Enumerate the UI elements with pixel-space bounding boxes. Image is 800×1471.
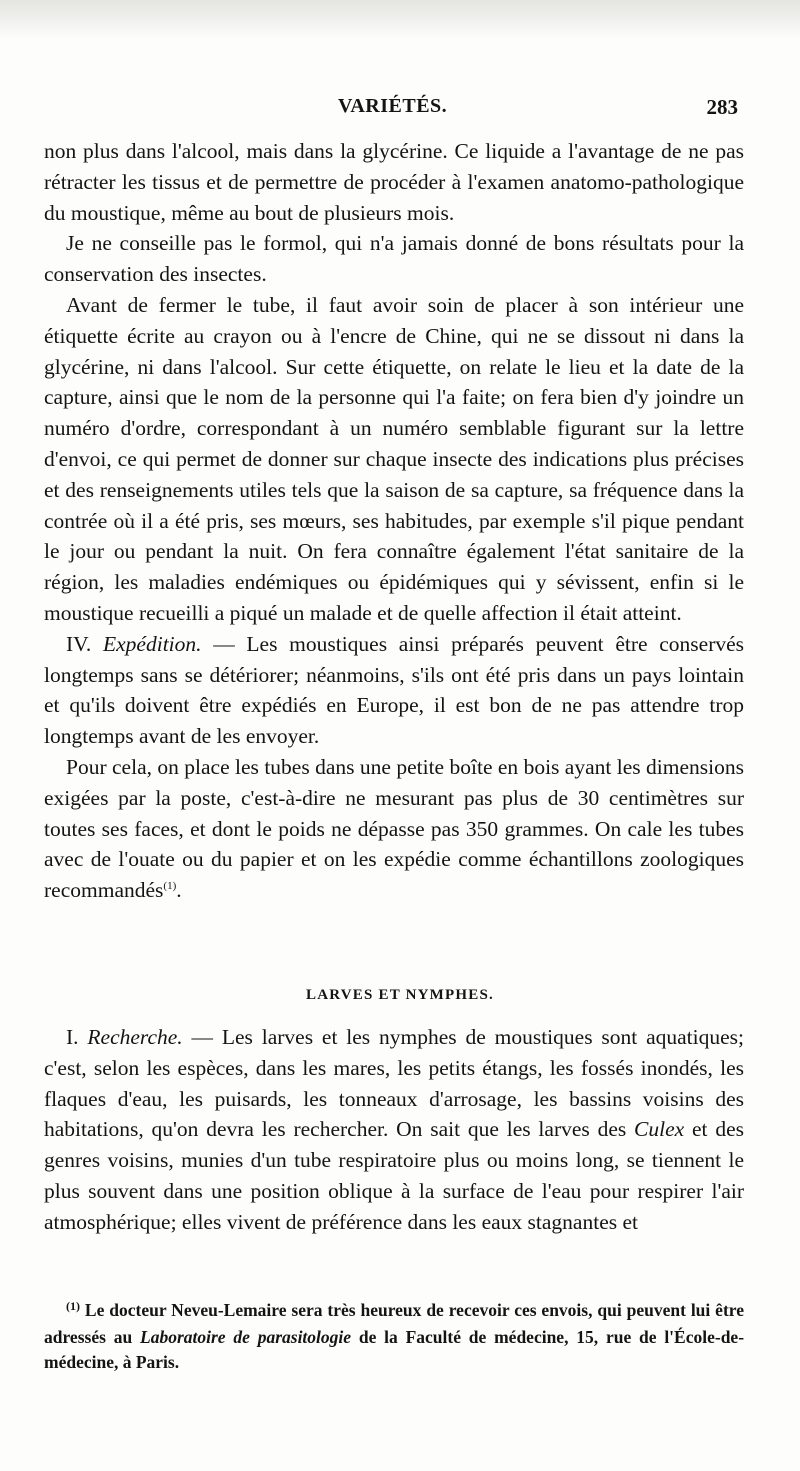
- paragraph-etiquette: Avant de fermer le tube, il faut avoir soin de placer à son intérieur une étiquette écrite au crayon ou à l'encre de Chine, qui ne se dissout ni dans la glycérine, ni dans l'alcool. Sur cette étiquette, on relate le lieu et la date de la capture, ainsi que le nom de la personne qui l'a faite; on fera bien d'y joindre un numéro d'ordre, correspondant à un numéro semblable figurant sur la lettre d'envoi, ce qui permet de donner sur chaque insecte des indications plus précises et des renseignements utiles tels que la saison de sa capture, sa fréquence dans la contrée où il a été pris, ses mœurs, ses habitudes, par exemple s'il pique pendant le jour ou pendant la nuit. On fera connaître également l'état sanitaire de la région, les maladies endémiques ou épidémiques qui y sévissent, enfin si le moustique recueilli a piqué un malade et de quelle affection il était atteint.: [44, 292, 744, 625]
- page-number: 283: [706, 95, 738, 119]
- recherche-text-2: et des genres voisins, munies d'un tube respiratoire plus ou moins long, se tiennent le plus souvent dans une position oblique à la surface de l'eau pour respirer l'air atmosphérique; elles vivent de préférence dans les eaux stagnantes et: [44, 1117, 744, 1234]
- footnote-text-1: Le docteur Neveu-Lemaire sera très heureux de recevoir ces envois, qui peuvent lui être adressés au: [44, 1300, 744, 1347]
- footnote: [44, 1298, 744, 1375]
- subheading-recherche: Recherche.: [87, 1025, 183, 1049]
- paragraph-formol: Je ne conseille pas le formol, qui n'a jamais donné de bons résultats pour la conservation des insectes.: [44, 231, 744, 287]
- boite-end: .: [176, 878, 182, 903]
- section-number-i: I.: [66, 1025, 79, 1049]
- body-text-top: [44, 136, 744, 906]
- section-number-iv: IV.: [66, 631, 92, 656]
- footnote-marker: (1): [66, 1299, 80, 1313]
- paragraph-boite: [44, 752, 744, 906]
- page-header: [0, 95, 800, 125]
- footnote-text-2: de la Faculté de médecine, 15, rue de l'École-de-médecine, à Paris.: [44, 1327, 745, 1372]
- paragraph-recherche: [44, 1022, 744, 1238]
- scan-edge-shadow: [0, 0, 800, 40]
- recherche-text-1: — Les larves et les nymphes de moustiques sont aquatiques; c'est, selon les espèces, dans les mares, les petits étangs, les fossés inondés, les flaques d'eau, les puisards, les tonneaux d'arrosage, les bassins voisins des habitations, qu'on devra les rechercher. On sait que les larves des: [44, 1025, 745, 1142]
- subheading-expedition: Expédition.: [103, 631, 202, 656]
- footnote-reference: (1): [163, 879, 177, 892]
- paragraph-glycerine: non plus dans l'alcool, mais dans la glycérine. Ce liquide a l'avantage de ne pas rétracter les tissus et de permettre de procéder à l'examen anatomo-pathologique du moustique, même au bout de plusieurs mois.: [44, 139, 744, 225]
- expedition-text: — Les moustiques ainsi préparés peuvent être conservés longtemps sans se détériorer; néanmoins, s'ils ont été pris dans un pays lointain et qu'ils doivent être expédiés en Europe, il est bon de ne pas attendre trop longtemps avant de les envoyer.: [44, 631, 745, 749]
- genus-culex: Culex: [634, 1117, 685, 1142]
- paragraph-expedition: [44, 629, 744, 752]
- footnote-laboratoire: Laboratoire de parasitologie: [140, 1327, 352, 1347]
- boite-text: Pour cela, on place les tubes dans une petite boîte en bois ayant les dimensions exigées par la poste, c'est-à-dire ne mesurant pas plus de 30 centimètres sur toutes ses faces, et dont le poids ne dépasse pas 350 grammes. On cale les tubes avec de l'ouate ou du papier et on les expédie comme échantillons zoologiques recommandés: [44, 754, 744, 903]
- running-title: VARIÉTÉS.: [338, 95, 448, 117]
- body-text-larves: [44, 1022, 744, 1238]
- section-heading-larves: LARVES ET NYMPHES.: [306, 987, 494, 1003]
